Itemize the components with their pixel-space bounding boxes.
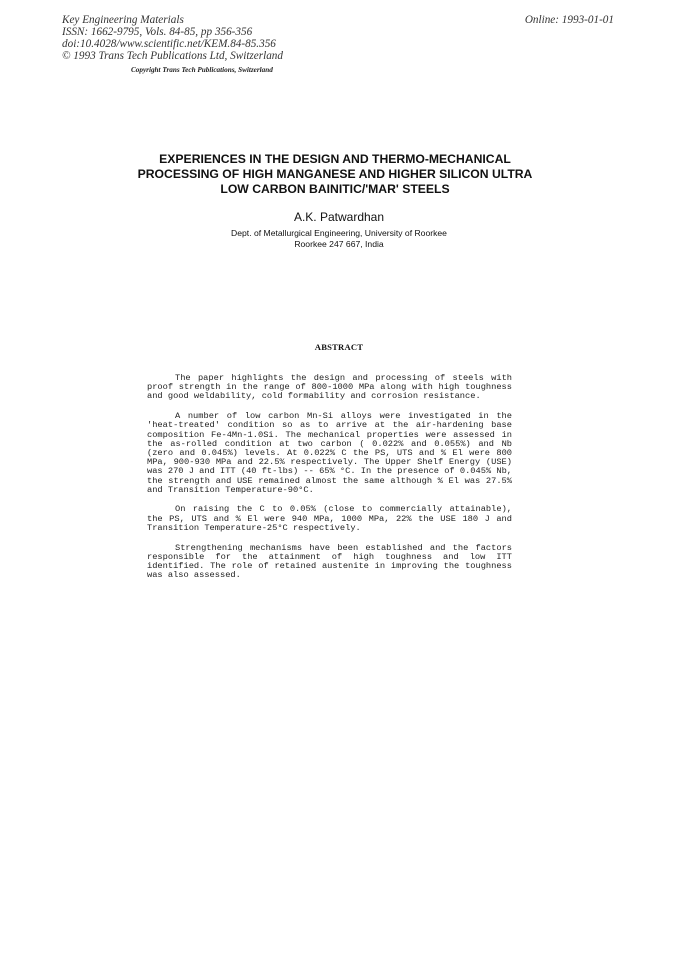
issn-line: ISSN: 1662-9795, Vols. 84-85, pp 356-356 (62, 26, 253, 38)
online-date: Online: 1993-01-01 (524, 14, 614, 26)
title-line-1: EXPERIENCES IN THE DESIGN AND THERMO-MECHANICAL (159, 152, 511, 166)
affiliation (0, 228, 678, 249)
title-line-3: LOW CARBON BAINITIC/'MAR' STEELS (220, 182, 450, 196)
copyright-line: © 1993 Trans Tech Publications Ltd, Switzerland (62, 50, 283, 62)
abstract-paragraph: On raising the C to 0.05% (close to commercially attainable), the PS, UTS and % El were 940 MPa, 1000 MPa, 22% the USE 180 J and Transition Temperature-25°C respectively. (147, 504, 512, 533)
abstract-paragraph: Strengthening mechanisms have been established and the factors responsible for the attainment of high toughness and low ITT identified. The role of retained austenite in improving the toughness was also assessed. (147, 542, 512, 581)
title-line-2: PROCESSING OF HIGH MANGANESE AND HIGHER SILICON ULTRA (137, 167, 533, 181)
abstract-paragraph: A number of low carbon Mn-Si alloys were investigated in the 'heat-treated' condition so as to arrive at the air-hardening base composition Fe-4Mn-1.0Si. The mechanical properties were assessed in the as-rolled condition at two carbon ( 0.022% and 0.055%) and Nb (zero and 0.045%) levels. At 0.022% C the PS, UTS and % El were 800 MPa, 900-930 MPa and 22.5% respectively. The Upper Shelf Energy (USE) was 270 J and ITT (40 ft-lbs) -- 65% °C. In the presence of 0.045% Nb, the strength and USE remained almost the same although % El was 27.5% and Transition Temperature-90°C. (147, 411, 512, 495)
affiliation-line-2: Roorkee 247 667, India (294, 238, 384, 249)
author-name: A.K. Patwardhan (293, 210, 385, 224)
abstract-heading: ABSTRACT (314, 342, 364, 352)
journal-header (62, 14, 283, 62)
abstract-body (147, 374, 512, 591)
abstract-paragraph: The paper highlights the design and processing of steels with proof strength in the range of 800-1000 MPa along with high toughness and good weldability, cold formability and corrosion resistance. (147, 373, 512, 402)
journal-name: Key Engineering Materials (62, 14, 184, 26)
affiliation-line-1: Dept. of Metallurgical Engineering, University of Roorkee (231, 228, 447, 238)
doi-line: doi:10.4028/www.scientific.net/KEM.84-85.356 (62, 38, 276, 50)
copyright-stamp: Copyright Trans Tech Publications, Switzerland (131, 66, 273, 74)
paper-title (100, 152, 570, 197)
